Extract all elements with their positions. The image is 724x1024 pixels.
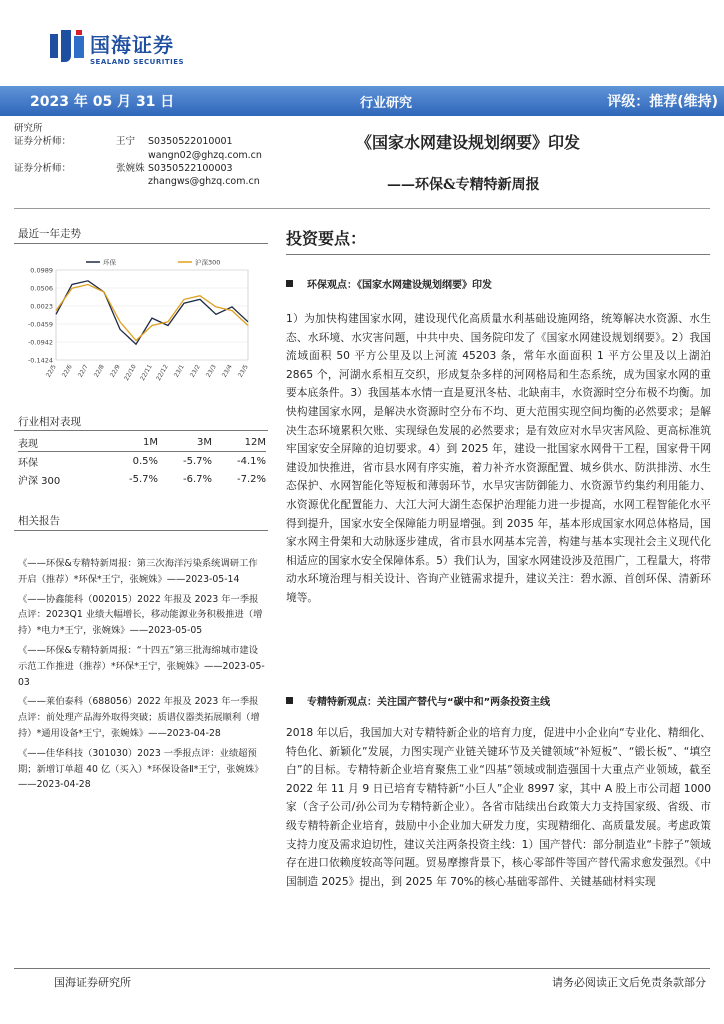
analyst-row (14, 162, 274, 175)
x-tick-label: 22/8 (92, 363, 106, 379)
chart-frame (56, 270, 248, 360)
square-bullet-icon (286, 280, 293, 287)
legend-label: 环保 (103, 258, 116, 267)
table-row (18, 470, 266, 488)
related-report-link[interactable]: 《——佳华科技（301030）2023 一季报点评：业绩超预期；新增订单超 40 亿（买入）*环保设备Ⅱ*王宁，张婉姝》——2023-04-28 (18, 747, 264, 791)
related-title: 相关报告 (18, 515, 60, 527)
y-tick-label: -0.1424 (27, 356, 53, 365)
x-tick-label: 23/5 (236, 363, 250, 379)
performance-title: 行业相对表现 (18, 416, 81, 428)
x-tick-label: 22/12 (155, 363, 170, 382)
divider (286, 254, 710, 255)
analyst-role: 证券分析师： (14, 136, 72, 148)
report-date: 2023 年 05 月 31 日 (30, 94, 175, 110)
x-tick-label: 22/9 (108, 363, 122, 379)
x-tick-label: 23/4 (220, 363, 234, 379)
analyst-cert: S0350522010001 (148, 136, 233, 148)
analyst-email[interactable]: wangn02@ghzq.com.cn (148, 149, 262, 161)
table-cell: 0.5% (132, 455, 158, 467)
series-line-env (56, 281, 248, 344)
institute-label: 研究所 (14, 123, 43, 134)
table-cell: -7.2% (236, 473, 266, 485)
table-cell: -5.7% (128, 473, 158, 485)
trend-chart (16, 256, 266, 384)
key-points-title: 投资要点： (286, 229, 367, 248)
table-header: 3M (197, 436, 212, 448)
x-tick-label: 22/10 (123, 363, 138, 382)
table-cell: 沪深 300 (18, 475, 61, 487)
related-report-link[interactable]: 《——环保&专精特新周报：第三次海洋污染系统调研工作开启（推荐）*环保*王宁，张婉姝》——2023-05-14 (18, 558, 258, 585)
table-cell: -4.1% (236, 455, 266, 467)
x-tick-label: 22/6 (60, 363, 74, 379)
x-tick-label: 22/11 (139, 363, 154, 382)
trend-title: 最近一年走势 (18, 228, 81, 240)
section-title: 环保观点：《国家水网建设规划纲要》印发 (307, 280, 492, 291)
related-report-link[interactable]: 《——环保&专精特新周报：“十四五”第三批海绵城市建设示范工作推进（推荐）*环保*王宁，张婉姝》——2023-05-03 (18, 644, 265, 688)
divider (14, 208, 710, 209)
divider (14, 430, 268, 431)
y-tick-label: 0.0506 (30, 284, 53, 293)
analyst-name: 王宁 (116, 136, 136, 148)
y-tick-label: -0.0459 (27, 320, 53, 329)
table-cell: 环保 (18, 457, 38, 469)
analyst-cert: S0350522100003 (148, 162, 233, 174)
x-tick-label: 22/7 (76, 363, 90, 379)
analyst-block (14, 122, 274, 188)
y-tick-label: -0.0942 (27, 338, 53, 347)
report-rating: 评级：推荐(维持) (607, 94, 718, 110)
table-header-row (18, 433, 266, 451)
table-cell: -5.7% (182, 455, 212, 467)
report-subtitle: ——环保&专精特新周报 (387, 177, 540, 193)
section-body: 2018 年以后，我国加大对专精特新企业的培育力度，促进中小企业向“专业化、精细化、特色化、新颖化”发展，力图实现产业链关键环节及关键领域“补短板”、“锻长板”、“填空白”的目标。专精特新企业培育聚焦工业“四基”领域或制造强国十大重点产业领域，截至 2022 年 11 月 9 日已培育专精特新“小巨人”企业 8997 家，其中 A 股上市公司超 1000 家（含子公司/孙公司为专精特新企业）。各省市陆续出台政策大力支持国家级、省级、市级专精特新企业培育，鼓励中小企业加大研发力度，实现精细化、高质量发展。考虑政策支持力度及需求迫切性，建议关注两条投资主线：1）国产替代：部分制造业“卡脖子”领域存在进口依赖度较高等问题。贸易摩擦背景下，核心零部件等国产替代需求愈发强烈。《中国制造 2025》提出，到 2025 年 70%的核心基础零部件、关键基础材料实现 (286, 726, 711, 888)
analyst-name: 张婉姝 (116, 162, 145, 174)
footer-disclaimer: 请务必阅读正文后免责条款部分 (552, 976, 706, 989)
related-report-link[interactable]: 《——协鑫能科（002015）2022 年报及 2023 年一季报点评：2023Q1 业绩大幅增长，移动能源业务积极推进（增持）*电力*王宁，张婉姝》——2023-05-05 (18, 593, 263, 637)
report-type: 行业研究 (360, 96, 413, 111)
table-header: 12M (244, 436, 266, 448)
x-tick-label: 23/2 (188, 363, 202, 379)
analyst-role: 证券分析师： (14, 162, 72, 174)
analyst-email[interactable]: zhangws@ghzq.com.cn (148, 176, 260, 188)
table-row (18, 452, 266, 470)
x-tick-label: 22/5 (44, 363, 58, 379)
related-reports-list (18, 556, 266, 793)
y-tick-label: 0.0989 (30, 266, 53, 275)
table-header: 表现 (18, 438, 38, 450)
report-title: 《国家水网建设规划纲要》印发 (356, 133, 581, 152)
logo-text-en: SEALAND SECURITIES (90, 57, 185, 66)
divider (14, 243, 268, 244)
logo-icon (50, 30, 84, 64)
table-cell: -6.7% (182, 473, 212, 485)
table-header: 1M (143, 436, 158, 448)
x-tick-label: 23/3 (204, 363, 218, 379)
section-heading (286, 276, 492, 291)
section-body: 1）为加快构建国家水网，建设现代化高质量水利基础设施网络，统筹解决水资源、水生态、水环境、水灾害问题，中共中央、国务院印发了《国家水网建设规划纲要》。2）我国流域面积 50 平方公里及以上河流 45203 条，常年水面面积 1 平方公里及以上湖泊 2865 个，河湖水系相互交织，形成复杂多样的河网格局和生态系统，成为国家水网的重要本底条件。3）我国基本水情一直是夏汛冬枯、北缺南丰，水资源时空分布极不均衡。加快构建国家水网，是解决水资源时空分布不均、更大范围实现空间均衡的必然要求；是解决生态环境累积欠账、实现绿色发展的必然要求；是有效应对水旱灾害风险、更高标准筑牢国家安全屏障的迫切要求。4）到 2025 年，建设一批国家水网骨干工程，国家骨干网建设加快推进，省市县水网有序实施，着力补齐水资源配置、城乡供水、防洪排涝、水生态保护、水网智能化等短板和薄弱环节，水旱灾害防御能力、水资源节约集约利用能力、水资源优化配置能力、大江大河大湖生态保护治理能力进一步提高，水网工程智能化水平得到提升，国家水安全保障能力明显增强。到 2035 年，基本形成国家水网总体格局，国家水网主骨架和大动脉逐步建成，省市县水网基本完善，构建与基本实现社会主义现代化相适应的国家水安全保障体系。5）我们认为，国家水网建设涉及范围广，工程量大，将带动水环境治理与相关设计、咨询产业链需求提升，建议关注：碧水源、首创环保、清新环境等。 (286, 312, 711, 604)
header-band (0, 86, 724, 116)
section-title: 专精特新观点：关注国产替代与“碳中和”两条投资主线 (307, 697, 551, 708)
x-tick-label: 23/1 (172, 363, 186, 379)
logo-text-cn: 国海证券 (90, 32, 174, 57)
divider (14, 968, 710, 969)
analyst-row (14, 135, 274, 148)
square-bullet-icon (286, 697, 293, 704)
y-tick-label: 0.0023 (30, 302, 53, 311)
section-heading (286, 693, 550, 708)
footer-institute: 国海证券研究所 (54, 976, 131, 989)
performance-table (18, 433, 266, 488)
company-logo (50, 22, 184, 72)
legend-label: 沪深300 (195, 258, 221, 267)
divider (14, 530, 268, 531)
related-report-link[interactable]: 《——莱伯泰科（688056）2022 年报及 2023 年一季报点评：前处理产品海外取得突破；质谱仪器类拓展顺利（增持）*通用设备*王宁，张婉姝》——2023-04-28 (18, 696, 260, 739)
